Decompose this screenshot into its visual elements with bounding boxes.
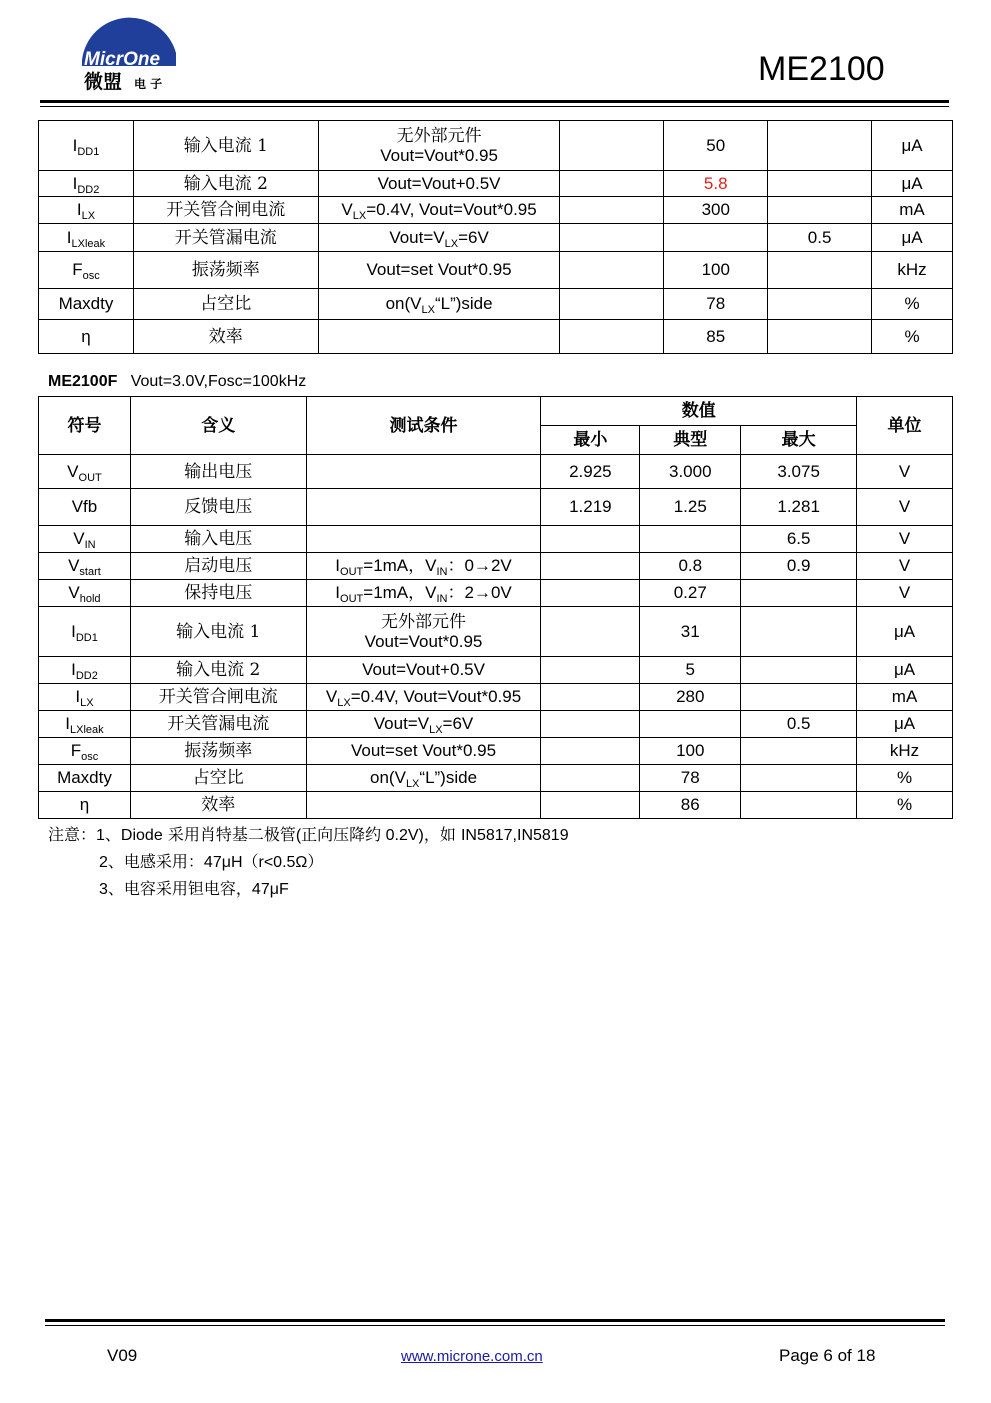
page-number: Page 6 of 18 xyxy=(779,1346,876,1365)
note-1: 注意：1、Diode 采用肖特基二极管(正向压降约 0.2V)，如 IN5817,IN5819 xyxy=(48,825,569,844)
table-row: $V_{IN}$ 输入电压 6.5 V xyxy=(39,526,953,553)
table-row: Maxdty 占空比 $on(V_{LX}“L”)side$ 78 % xyxy=(39,289,953,320)
table-row: η 效率 85 % xyxy=(39,320,953,354)
header-min: 最小 xyxy=(541,426,640,455)
notes xyxy=(48,822,569,903)
table-row: $I_{LX}$ 开关管合闸电流 $V_{LX}=0.4V$, Vout=Vout*0.95 280 mA xyxy=(39,684,953,711)
table-row: $I_{DD1}$ 输入电流 1 无外部元件 Vout=Vout*0.95 31 μA xyxy=(39,607,953,657)
table-row: $V_{OUT}$ 输出电压 2.925 3.000 3.075 V xyxy=(39,455,953,489)
microne-logo xyxy=(78,8,183,93)
highlighted-value: 5.8 xyxy=(664,171,768,197)
footer-divider-thin xyxy=(45,1325,945,1326)
table-row: $F_{osc}$ 振荡频率 Vout=set Vout*0.95 100 kHz xyxy=(39,738,953,765)
header-divider-thin xyxy=(40,106,949,107)
table-row: Maxdty 占空比 $on(V_{LX}“L”)side$ 78 % xyxy=(39,765,953,792)
table-row: $V_{start}$ 启动电压 $I_{OUT}=1mA$，$V_{IN}$：0→2V 0.8 0.9 V xyxy=(39,553,953,580)
note-2: 2、电感采用：47μH（r<0.5Ω） xyxy=(99,852,324,871)
spec-table-me2100f xyxy=(38,396,953,819)
logo-chinese-small: 电 子 xyxy=(134,77,163,91)
table-row: $I_{LX}$ 开关管合闸电流 $V_{LX}=0.4V$, Vout=Vout*0.95 300 mA xyxy=(39,197,953,224)
header-symbol: 符号 xyxy=(39,397,131,455)
header-divider xyxy=(40,100,949,103)
header-condition: 测试条件 xyxy=(306,397,541,455)
table-row: $I_{DD1}$ 输入电流 1 无外部元件 Vout=Vout*0.95 50 μA xyxy=(39,121,953,171)
note-3: 3、电容采用钽电容，47μF xyxy=(99,879,289,898)
logo-chinese: 微盟 xyxy=(84,71,123,93)
header-max: 最大 xyxy=(741,426,857,455)
table-row: Vfb 反馈电压 1.219 1.25 1.281 V xyxy=(39,489,953,526)
header-value: 数值 xyxy=(541,397,857,426)
website-link[interactable]: www.microne.com.cn xyxy=(401,1348,543,1365)
table-row: $V_{hold}$ 保持电压 $I_{OUT}=1mA$，$V_{IN}$：2→0V 0.27 V xyxy=(39,580,953,607)
header-typ: 典型 xyxy=(640,426,741,455)
table-row: $I_{DD2}$ 输入电流 2 Vout=Vout+0.5V 5 μA xyxy=(39,657,953,684)
table-row: $I_{LXleak}$ 开关管漏电流 $Vout=V_{LX}=6V$ 0.5 μA xyxy=(39,224,953,252)
spec-table-continued xyxy=(38,120,953,354)
table-row: η 效率 86 % xyxy=(39,792,953,819)
logo-wordmark: MicrOne xyxy=(84,49,161,70)
section-heading: ME2100F Vout=3.0V,Fosc=100kHz xyxy=(48,373,307,390)
header-unit: 单位 xyxy=(857,397,953,455)
table-row: $I_{DD2}$ 输入电流 2 Vout=Vout+0.5V 5.8 μA xyxy=(39,171,953,197)
footer-divider xyxy=(45,1319,945,1322)
version-label: V09 xyxy=(107,1346,138,1365)
table-row: $F_{osc}$ 振荡频率 Vout=set Vout*0.95 100 kHz xyxy=(39,252,953,289)
table-row: $I_{LXleak}$ 开关管漏电流 $Vout=V_{LX}=6V$ 0.5 μA xyxy=(39,711,953,738)
header-meaning: 含义 xyxy=(130,397,306,455)
document-title: ME2100 xyxy=(758,50,885,88)
table-header-row xyxy=(39,397,953,426)
